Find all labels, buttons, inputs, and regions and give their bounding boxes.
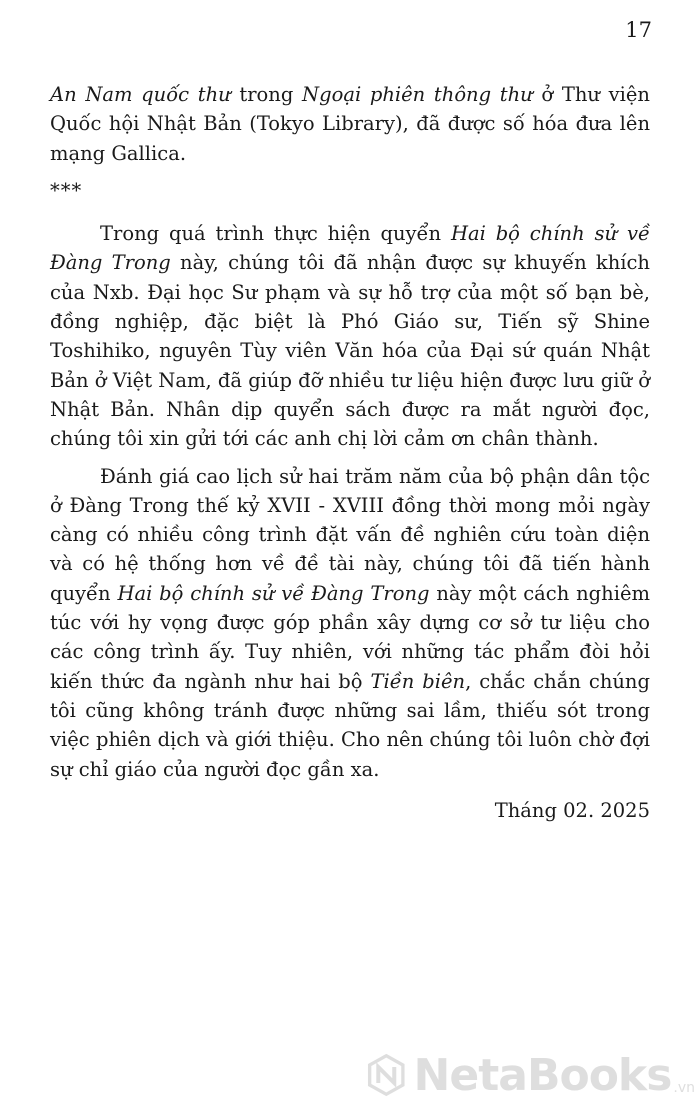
date-line: Tháng 02. 2025 (494, 798, 650, 822)
text-run: Trong quá trình thực hiện quyển (100, 222, 451, 246)
text-run: Đánh giá cao lịch sử hai trăm năm của bộ phận dân tộc ở Đàng Trong thế kỷ XVII - XVIII đồng thời mong mỏi ngày càng có nhiều công trình đặt vấn đề nghiên cứu toàn diện và có hệ thống hơn về đề tài này, chúng tôi đã tiến hành quyển (50, 464, 650, 605)
watermark (365, 1040, 695, 1110)
text-run: này một cách nghiêm túc với hy vọng được góp phần xây dựng cơ sở tư liệu cho các công trình ấy. Tuy nhiên, với những tác phẩm đòi hỏi kiến thức đa ngành như hai bộ (50, 581, 650, 693)
italic-title: Hai bộ chính sử về Đàng Trong (50, 222, 650, 275)
page-number: 17 (625, 18, 652, 42)
paragraph-intro (50, 80, 650, 168)
text-run: trong (230, 83, 303, 106)
italic-title: Hai bộ chính sử về Đàng Trong (117, 581, 430, 605)
text-run: này, chúng tôi đã nhận được sự khuyến khích của Nxb. Đại học Sư phạm và sự hỗ trợ của một số bạn bè, đồng nghiệp, đặc biệt là Phó Giáo sư, Tiến sỹ Shine Toshihiko, nguyên Tùy viên Văn hóa của Đại sứ quán Nhật Bản ở Việt Nam, đã giúp đỡ nhiều tư liệu hiện được lưu giữ ở Nhật Bản. Nhân dịp quyển sách được ra mắt người đọc, chúng tôi xin gửi tới các anh chị lời cảm ơn chân thành. (50, 251, 650, 451)
paragraph-closing (50, 462, 650, 784)
watermark-brand: NetaBooks (413, 1049, 672, 1101)
italic-title: Ngoại phiên thông thư (302, 83, 533, 106)
italic-title: An Nam quốc thư (50, 83, 231, 106)
netabooks-logo-icon (365, 1043, 408, 1107)
paragraph-acknowledgement (50, 219, 650, 453)
section-separator: *** (50, 178, 83, 202)
italic-title: Tiền biên (370, 669, 466, 693)
text-run: , chắc chắn chúng tôi cũng không tránh được những sai lầm, thiếu sót trong việc phiên dịch và giới thiệu. Cho nên chúng tôi luôn chờ đợi sự chỉ giáo của người đọc gần xa. (50, 669, 650, 781)
text-run: ở Thư viện Quốc hội Nhật Bản (Tokyo Library), đã được số hóa đưa lên mạng Gallica. (50, 83, 650, 165)
page-body (50, 80, 650, 825)
watermark-suffix: .vn (673, 1080, 695, 1096)
